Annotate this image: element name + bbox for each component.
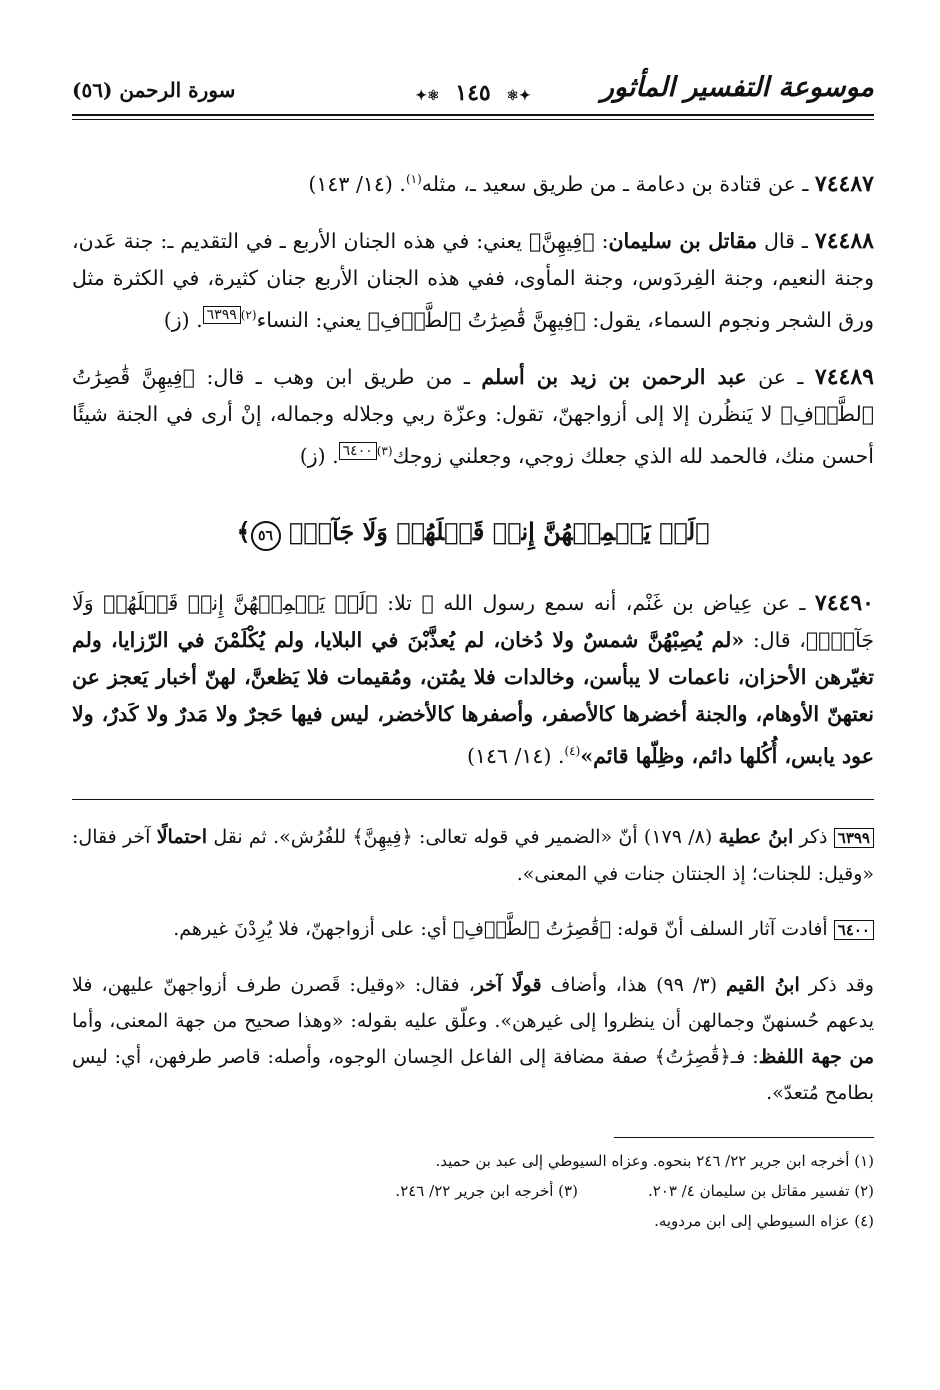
ornament-icon: ✦⚛ [415,88,440,104]
narrator-name: عبد الرحمن بن زيد بن أسلم [481,365,747,390]
entry-pre: ـ قال [757,228,815,253]
emphasis: من جهة اللفظ [758,1045,874,1068]
footnote-ref[interactable]: (٣) [376,444,393,459]
entry-number: ٧٤٤٨٨ [814,227,874,254]
commentary-text: وقد ذكر [799,973,874,996]
commentary-text: : فـ﴿قَٰصِرَٰتُ﴾ صفة مضافة إلى الفاعل الحِسان الوجوه، وأصله: قاصر طرفهن، أي: ليس بطامح مُتعدّ». [72,1045,874,1104]
entry-74487 [72,161,874,203]
scholar-name: ابنُ القيم [726,973,800,996]
commentary-text: أفادت آثار السلف أنّ قوله: ﴿قَٰصِرَٰتُ ٱلطَّرۡفِ﴾ أي: على أزواجهنّ، فلا يُرِدْنَ غيرهم. [173,917,834,940]
hadith-intro: ـ عن عِياض بن غَنْم، أنه سمع رسول الله ﷺ تلا: ﴿لَمۡ يَطۡمِثۡهُنَّ إِنسٞ قَبۡلَهُمۡ وَلَا جَآنّٞ﴾، قال: [72,590,874,652]
entry-text: ـ عن قتادة بن دعامة ـ من طريق سعيد ـ، مثله [421,171,815,196]
entry-number: ٧٤٤٨٧ [814,170,874,197]
entry-number: ٧٤٤٩٠ [814,589,874,616]
commentary-separator [72,799,874,800]
footnote-ref[interactable]: (١) [405,171,422,186]
entry-pre: ـ عن [746,365,815,390]
emphasis: احتمالًا [156,825,208,848]
entry-text: ـ من طريق ابن وهب ـ قال: ﴿فِيهِنَّ قَٰصِرَٰتُ ٱلطَّرۡفِ﴾ لا يَنظُرن إلا إلى أزواجهنّ، تقول: وعزّة ربي وجلاله وجماله، إنْ أرى في الجنة شيئًا أحسن منك، فالحمد لله الذي جعلك زوجي، وجعلني زوجك [72,365,874,468]
ayah-heading [72,517,874,551]
hadith-text: «لم يُصِبْهُنَّ شمسٌ ولا دُخان، لم يُعذَّبْنَ في البلايا، ولم يُكْلَمْنَ في الرّزايا، ولم تغيّرهن الأحزان، ناعمات لا يبأسن، وخالدات فلا يمُتن، ومُقيمات فلا يَظعنَّ، لهنّ أخبار يَعجز عن نعتهنّ الأوهام، والجنة أخضرها كالأصفر، وأصفرها كالأخضر، ليس فيها حَجرٌ ولا مَدرٌ ولا كَدرٌ، ولا عود يابس، أُكُلها دائم، وظِلّها قائم» [72,627,874,768]
commentary-6399 [72,819,874,892]
commentary-text: آخر فقال: «وقيل: للجنات؛ إذ الجنتان جنات في المعنى». [72,825,874,885]
footnote-separator [614,1137,874,1138]
entry-text: : ﴿فِيهِنَّ﴾ يعني: في هذه الجنان الأربع ـ في التقديم ـ: جنة عَدن، وجنة النعيم، وجنة الفِردَوس، وجنة المأوى، ففي هذه الجنان الأربع جنان كثيرة، في الكثرة مثل ورق الشجر ونجوم السماء، يقول: ﴿فِيهِنَّ قَٰصِرَٰتُ ٱلطَّرۡفِ﴾ يعني: النساء [72,228,874,332]
commentary-ref-box[interactable]: ٦٤٠٠ [339,442,377,460]
narrator-name: مقاتل بن سليمان [608,228,758,253]
commentary-number-box: ٦٣٩٩ [834,828,874,848]
footnote-ref[interactable]: (٢) [240,307,257,322]
header-rule [72,114,874,116]
book-title: موسوعة التفسير المأثور [600,72,874,103]
ayah-number-marker: ٥٦ [251,521,281,551]
page-body [72,140,874,1236]
header-rule-thin [72,119,874,120]
commentary-ref-box[interactable]: ٦٣٩٩ [203,306,241,324]
entry-74490 [72,585,874,775]
entry-74489 [72,359,874,475]
commentary-ibn-qayyim [72,967,874,1111]
entry-number: ٧٤٤٨٩ [814,364,874,391]
commentary-6400 [72,911,874,948]
entry-source: . (ز) [163,307,203,332]
commentary-text: ، فقال: «وقيل: قَصرن طرف أزواجهنّ عليهن، فلا يدعهم حُسنهنّ وجمالهن أن ينظروا إلى غيرهن». وعلّق عليه بقوله: «وهذا صحيح من جهة المعنى، وأما [72,973,874,1032]
entry-source: . (١٤/ ١٤٣) [308,171,406,196]
entry-source: . (ز) [299,443,339,468]
entry-source: . (١٤/ ١٤٦) [466,743,565,768]
commentary-text: (٨/ ١٧٩) أنّ «الضمير في قوله تعالى: ﴿فِيهِنَّ﴾ للفُرُش». ثم نقل [207,825,719,848]
page-number: ١٤٥ [455,80,491,106]
ayah-close: ﴾ [236,516,251,546]
surah-title: سورة الرحمن (٥٦) [72,78,236,102]
scholar-name: ابنُ عطية [718,825,794,848]
entry-74488 [72,223,874,339]
emphasis: قولًا آخر [474,973,542,996]
ayah-text: ﴿لَمۡ يَطۡمِثۡهُنَّ إِنسٞ قَبۡلَهُمۡ وَلَا جَآنّٞ [288,516,710,546]
footnote-3: (٣) أخرجه ابن جرير ٢٢/ ٢٤٦. [395,1181,578,1200]
footnote-row [72,1176,874,1206]
commentary-text: ذكر [793,825,834,848]
footnote-2: (٢) تفسير مقاتل بن سليمان ٤/ ٢٠٣. [647,1181,874,1200]
footnote-1: (١) أخرجه ابن جرير ٢٢/ ٢٤٦ بنحوه. وعزاه السيوطي إلى عبد بن حميد. [435,1151,874,1170]
page-number-block [407,80,538,106]
page-header [72,70,874,122]
commentary-text: (٣/ ٩٩) هذا، وأضاف [541,973,727,996]
footnote-ref[interactable]: (٤) [564,743,581,758]
ornament-icon: ⚛✦ [506,88,531,104]
commentary-number-box: ٦٤٠٠ [834,920,874,940]
footnote-4: (٤) عزاه السيوطي إلى ابن مردويه. [654,1211,874,1230]
